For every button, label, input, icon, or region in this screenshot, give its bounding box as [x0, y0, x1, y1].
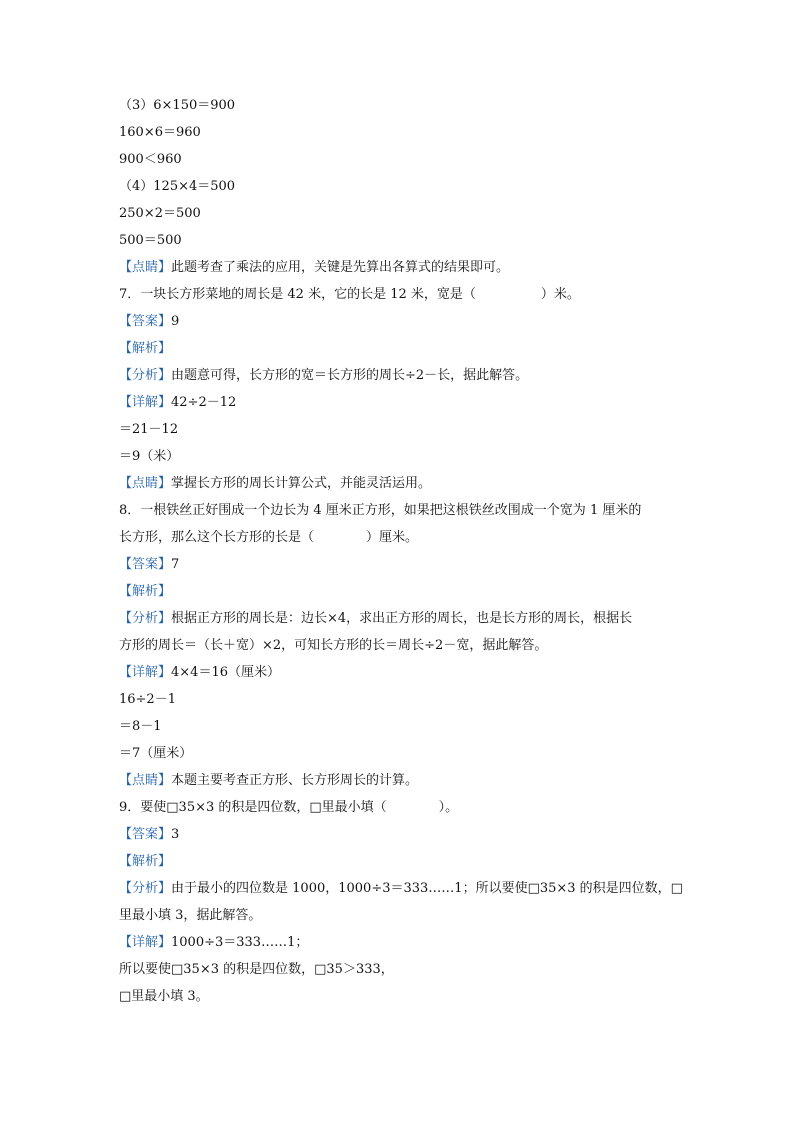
text-line [119, 173, 689, 200]
text-line [119, 713, 689, 740]
text-line [119, 875, 689, 902]
line-text: 160×6＝960 [119, 125, 201, 140]
text-line [119, 146, 689, 173]
line-text: 8．一根铁丝正好围成一个边长为 4 厘米正方形，如果把这根铁丝改围成一个宽为 1 厘米的 [119, 503, 642, 518]
line-text: 由于最小的四位数是 1000，1000÷3＝333……1；所以要使□35×3 的积是四位数，□ [171, 881, 683, 896]
section-tag: 【分析】 [119, 368, 172, 383]
line-text: 由题意可得，长方形的宽＝长方形的周长÷2－长，据此解答。 [171, 368, 529, 383]
line-text: 里最小填 3，据此解答。 [119, 908, 262, 923]
section-tag: 【答案】 [119, 827, 172, 842]
line-text: 9 [171, 314, 180, 329]
text-line [119, 497, 689, 524]
section-tag: 【解析】 [119, 854, 172, 869]
text-line [119, 470, 689, 497]
line-text: 本题主要考查正方形、长方形周长的计算。 [171, 773, 419, 788]
section-tag: 【答案】 [119, 314, 172, 329]
section-tag: 【点睛】 [119, 260, 172, 275]
line-text: ＝21－12 [119, 422, 179, 437]
section-tag: 【点睛】 [119, 773, 172, 788]
text-line [119, 767, 689, 794]
line-text: 根据正方形的周长是：边长×4，求出正方形的周长，也是长方形的周长，根据长 [171, 611, 633, 626]
line-text: 所以要使□35×3 的积是四位数，□35＞333， [119, 962, 394, 977]
text-line [119, 227, 689, 254]
text-line [119, 524, 689, 551]
line-text: ＝7（厘米） [119, 746, 193, 761]
line-text: 4×4＝16（厘米） [171, 665, 280, 680]
text-line [119, 956, 689, 983]
text-line [119, 335, 689, 362]
text-line [119, 92, 689, 119]
text-line [119, 821, 689, 848]
text-line [119, 416, 689, 443]
text-line [119, 254, 689, 281]
section-tag: 【答案】 [119, 557, 172, 572]
text-line [119, 848, 689, 875]
line-text: 7．一块长方形菜地的周长是 42 米，它的长是 12 米，宽是（ ）米。 [119, 287, 580, 302]
line-text: 方形的周长＝（长＋宽）×2，可知长方形的长＝周长÷2－宽，据此解答。 [119, 638, 548, 653]
text-line [119, 443, 689, 470]
text-line [119, 551, 689, 578]
line-text: 1000÷3＝333……1； [171, 935, 309, 950]
text-line [119, 902, 689, 929]
line-text: ＝8－1 [119, 719, 162, 734]
text-line [119, 389, 689, 416]
section-tag: 【详解】 [119, 665, 172, 680]
line-text: 7 [171, 557, 180, 572]
text-line [119, 119, 689, 146]
line-text: 此题考查了乘法的应用，关键是先算出各算式的结果即可。 [171, 260, 510, 275]
section-tag: 【分析】 [119, 611, 172, 626]
text-line [119, 578, 689, 605]
text-line [119, 794, 689, 821]
line-text: 500＝500 [119, 233, 182, 248]
document-body [119, 92, 689, 1010]
line-text: （4）125×4＝500 [119, 179, 236, 194]
section-tag: 【解析】 [119, 584, 172, 599]
section-tag: 【分析】 [119, 881, 172, 896]
line-text: 250×2＝500 [119, 206, 201, 221]
line-text: 3 [171, 827, 180, 842]
text-line [119, 605, 689, 632]
line-text: □里最小填 3。 [119, 989, 209, 1004]
text-line [119, 740, 689, 767]
line-text: 9．要使□35×3 的积是四位数，□里最小填（ ）。 [119, 800, 459, 815]
text-line [119, 929, 689, 956]
text-line [119, 362, 689, 389]
section-tag: 【详解】 [119, 935, 172, 950]
line-text: 16÷2－1 [119, 692, 176, 707]
text-line [119, 686, 689, 713]
text-line [119, 983, 689, 1010]
section-tag: 【解析】 [119, 341, 172, 356]
section-tag: 【点睛】 [119, 476, 172, 491]
text-line [119, 308, 689, 335]
text-line [119, 200, 689, 227]
line-text: 掌握长方形的周长计算公式，并能灵活运用。 [171, 476, 432, 491]
text-line [119, 281, 689, 308]
line-text: （3）6×150＝900 [119, 98, 236, 113]
line-text: 长方形，那么这个长方形的长是（ ）厘米。 [119, 530, 419, 545]
line-text: ＝9（米） [119, 449, 180, 464]
text-line [119, 632, 689, 659]
line-text: 900＜960 [119, 152, 182, 167]
text-line [119, 659, 689, 686]
section-tag: 【详解】 [119, 395, 172, 410]
line-text: 42÷2－12 [171, 395, 237, 410]
